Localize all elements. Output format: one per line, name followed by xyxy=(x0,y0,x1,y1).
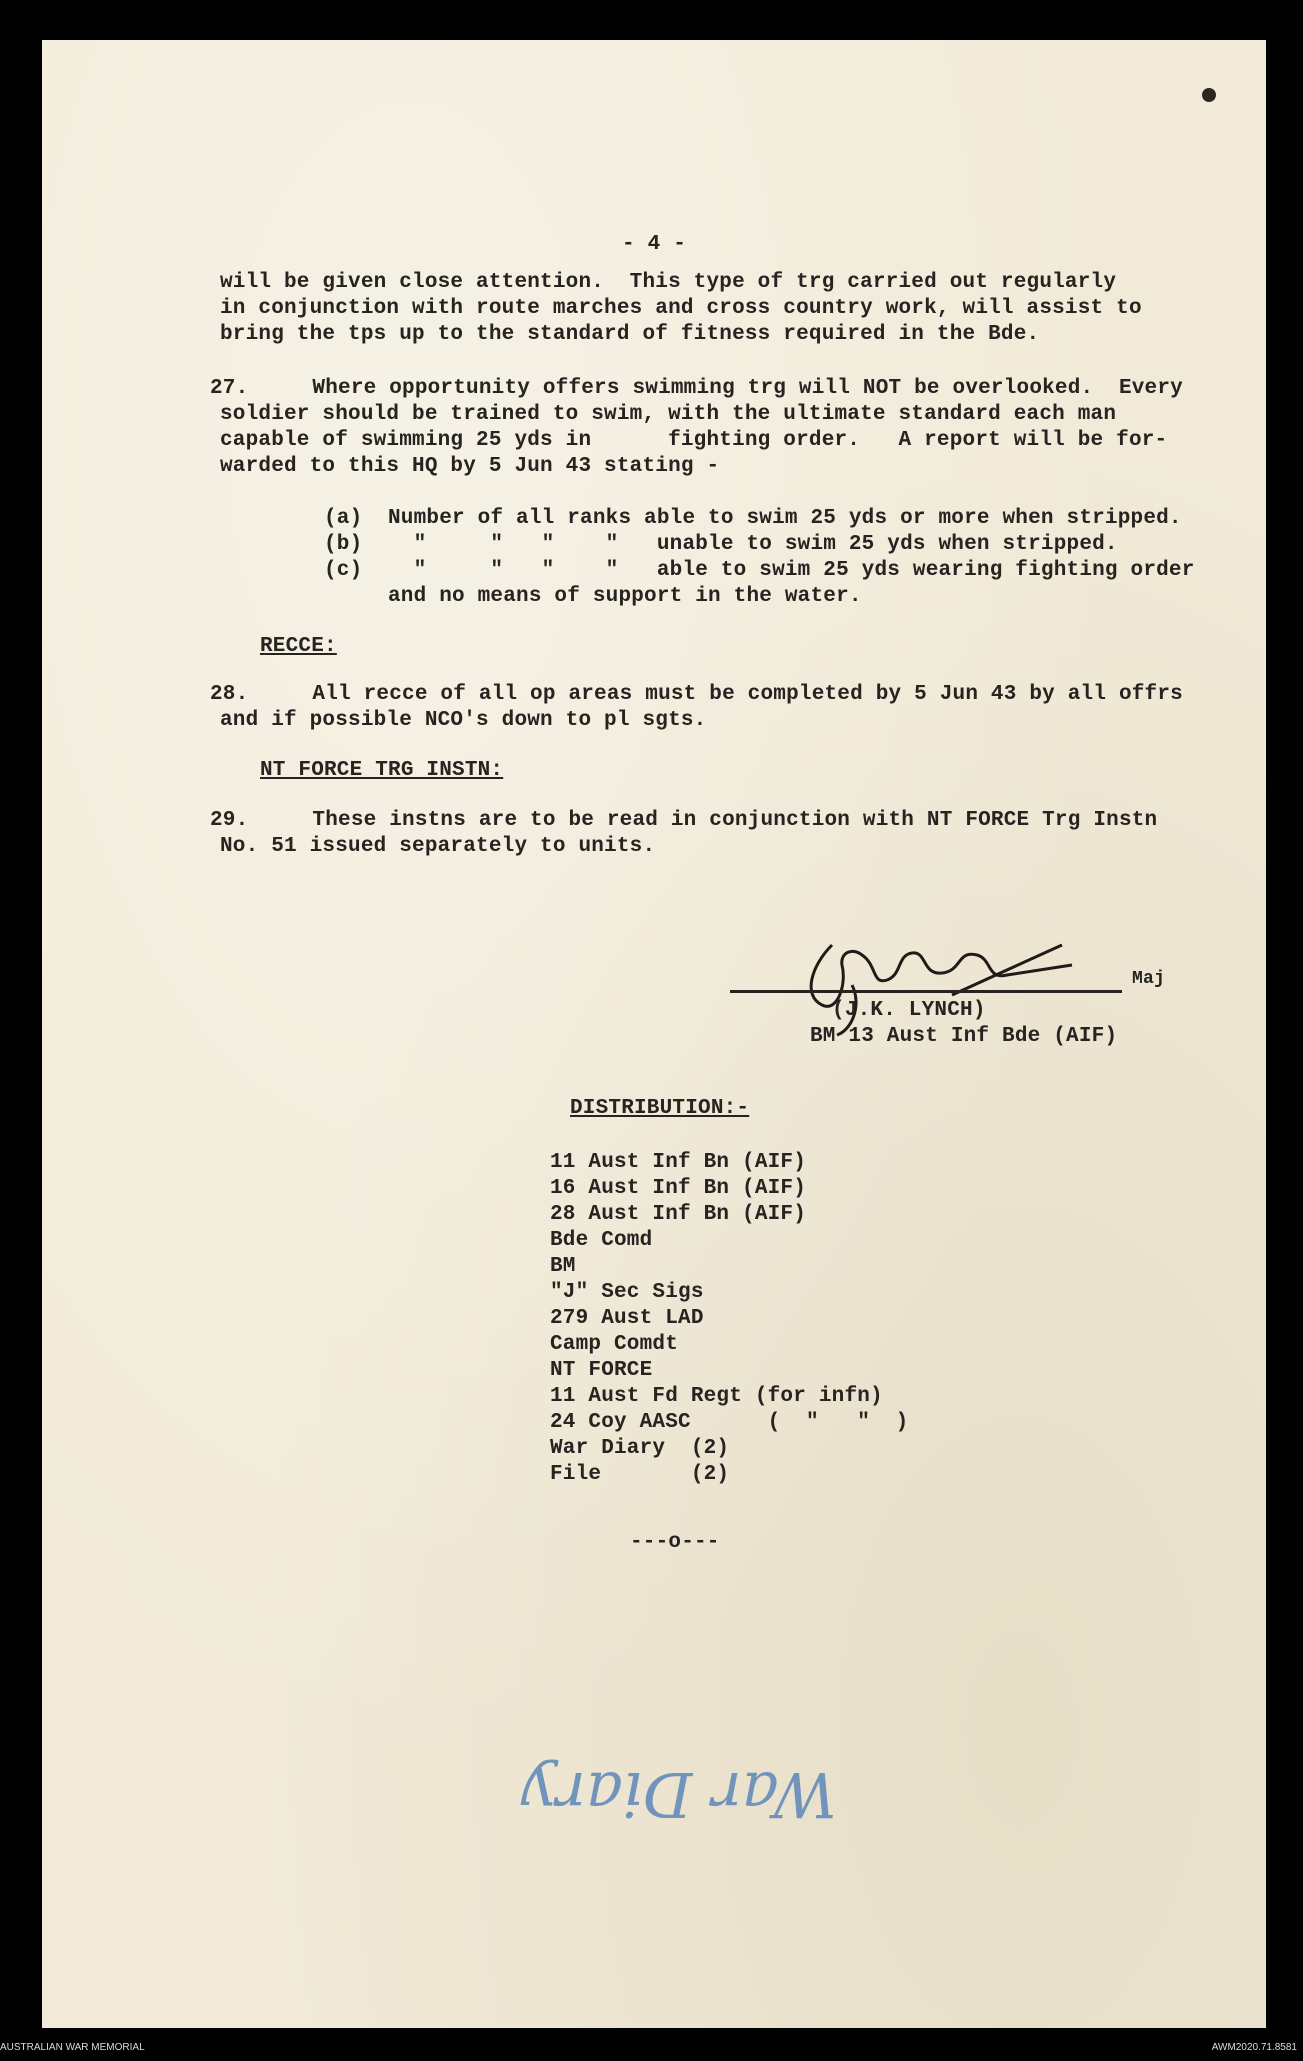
para27-item: and no means of support in the water. xyxy=(324,585,862,608)
para27-line: soldier should be trained to swim, with the ultimate standard each man xyxy=(220,403,1117,426)
distribution-heading: DISTRIBUTION:- xyxy=(570,1097,750,1120)
distribution-item: "J" Sec Sigs xyxy=(550,1281,704,1304)
para28-line: 28. All recce of all op areas must be completed by 5 Jun 43 by all offrs xyxy=(210,683,1183,706)
distribution-item: 16 Aust Inf Bn (AIF) xyxy=(550,1177,807,1200)
distribution-item: NT FORCE xyxy=(550,1359,653,1382)
distribution-item: 11 Aust Fd Regt (for infn) xyxy=(550,1385,883,1408)
para27-item: (b) " " " " unable to swim 25 yds when stripped. xyxy=(324,533,1118,556)
para29-line: 29. These instns are to be read in conjunction with NT FORCE Trg Instn xyxy=(210,809,1158,832)
distribution-item: 28 Aust Inf Bn (AIF) xyxy=(550,1203,807,1226)
distribution-item: 11 Aust Inf Bn (AIF) xyxy=(550,1151,807,1174)
para27-line: capable of swimming 25 yds in fighting order. A report will be for- xyxy=(220,429,1168,452)
intro-line: in conjunction with route marches and cross country work, will assist to xyxy=(220,297,1142,320)
ink-blot xyxy=(1202,88,1216,102)
distribution-item: War Diary (2) xyxy=(550,1437,730,1460)
distribution-item: 279 Aust LAD xyxy=(550,1307,704,1330)
distribution-item: 24 Coy AASC ( " " ) xyxy=(550,1411,909,1434)
signature-rule xyxy=(730,990,1122,993)
para28-line: and if possible NCO's down to pl sgts. xyxy=(220,709,707,732)
document-page xyxy=(42,40,1266,2028)
distribution-item: Camp Comdt xyxy=(550,1333,679,1356)
signatory-name: (J.K. LYNCH) xyxy=(832,999,986,1022)
para27-item: (a) Number of all ranks able to swim 25 yds or more when stripped. xyxy=(324,507,1182,530)
para27-line: warded to this HQ by 5 Jun 43 stating - xyxy=(220,455,720,478)
signatory-title: BM 13 Aust Inf Bde (AIF) xyxy=(810,1025,1118,1048)
distribution-item: File (2) xyxy=(550,1463,730,1486)
distribution-item: Bde Comd xyxy=(550,1229,653,1252)
para29-line: No. 51 issued separately to units. xyxy=(220,835,656,858)
intro-line: will be given close attention. This type of trg carried out regularly xyxy=(220,271,1117,294)
handwritten-note-icon xyxy=(437,1735,857,1845)
footer-credit: AUSTRALIAN WAR MEMORIAL xyxy=(0,2042,145,2053)
recce-heading: RECCE: xyxy=(260,635,337,658)
nt-force-heading: NT FORCE TRG INSTN: xyxy=(260,759,504,782)
para27-line: 27. Where opportunity offers swimming trg will NOT be overlooked. Every xyxy=(210,377,1183,400)
page-number: - 4 - xyxy=(622,233,687,256)
handwritten-note: War Diary xyxy=(521,1758,837,1831)
intro-line: bring the tps up to the standard of fitness required in the Bde. xyxy=(220,323,1040,346)
footer-accession-number: AWM2020.71.8581 xyxy=(1211,2042,1297,2053)
para27-item: (c) " " " " able to swim 25 yds wearing fighting order xyxy=(324,559,1195,582)
distribution-item: BM xyxy=(550,1255,576,1278)
end-mark: ---o--- xyxy=(630,1531,720,1554)
signatory-rank: Maj xyxy=(1132,969,1166,989)
